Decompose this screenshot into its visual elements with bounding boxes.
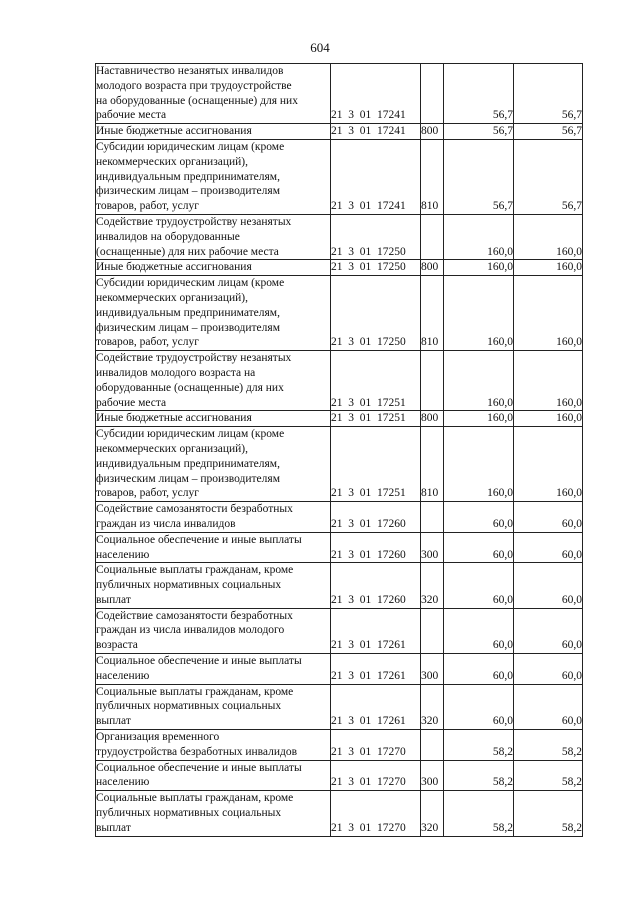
row-name-line: Субсидии юридическим лицам (кроме [96,428,285,441]
row-expense-type: 300 [421,654,444,685]
row-name-line: населению [96,776,150,789]
table-row [96,684,583,729]
row-name-line: Субсидии юридическим лицам (кроме [96,277,285,290]
row-code: 21 3 01 17270 [331,730,421,761]
row-amount-year-2: 56,7 [514,124,583,140]
row-expense-type [421,64,444,124]
row-name-line: товаров, работ, услуг [96,200,199,213]
row-amount-year-1: 60,0 [444,654,514,685]
row-code: 21 3 01 17270 [331,791,421,836]
row-name-line: молодого возраста при трудоустройстве [96,79,292,92]
row-name-line: Социальное обеспечение и иные выплаты [96,761,302,774]
row-expense-type: 320 [421,684,444,729]
row-expense-type: 320 [421,563,444,608]
row-name-line: Организация временного [96,731,220,744]
row-name-line: Социальные выплаты гражданам, кроме [96,792,294,805]
row-amount-year-1: 160,0 [444,260,514,276]
row-name [96,654,331,685]
row-expense-type [421,214,444,259]
row-code: 21 3 01 17250 [331,260,421,276]
row-amount-year-1: 60,0 [444,684,514,729]
row-amount-year-2: 56,7 [514,64,583,124]
row-expense-type [421,502,444,533]
row-amount-year-2: 160,0 [514,260,583,276]
row-name-line: выплат [96,821,131,834]
row-name-line: рабочие места [96,109,167,122]
row-name [96,608,331,653]
row-expense-type: 810 [421,139,444,214]
row-expense-type: 300 [421,532,444,563]
row-name-line: индивидуальным предпринимателям, [96,457,280,470]
row-code: 21 3 01 17250 [331,276,421,351]
row-name-line: индивидуальным предпринимателям, [96,306,280,319]
row-amount-year-1: 58,2 [444,730,514,761]
row-expense-type: 800 [421,124,444,140]
row-amount-year-2: 60,0 [514,608,583,653]
row-code: 21 3 01 17260 [331,532,421,563]
table-row [96,427,583,502]
row-expense-type: 800 [421,260,444,276]
table-row [96,64,583,124]
row-amount-year-1: 60,0 [444,563,514,608]
row-code: 21 3 01 17241 [331,124,421,140]
row-name-line: оборудованные (оснащенные) для них [96,381,284,394]
row-name-line: Социальные выплаты гражданам, кроме [96,685,294,698]
row-name [96,502,331,533]
row-amount-year-2: 160,0 [514,427,583,502]
table-row [96,260,583,276]
row-name [96,260,331,276]
row-name-line: инвалидов на оборудованные [96,230,240,243]
row-code: 21 3 01 17250 [331,214,421,259]
table-row [96,276,583,351]
row-amount-year-1: 160,0 [444,214,514,259]
row-amount-year-2: 60,0 [514,532,583,563]
table-row [96,791,583,836]
row-name-line: трудоустройства безработных инвалидов [96,745,298,758]
row-name [96,214,331,259]
row-amount-year-2: 160,0 [514,351,583,411]
row-expense-type [421,351,444,411]
budget-table [95,63,583,837]
row-name-line: выплат [96,593,131,606]
row-name [96,124,331,140]
row-name-line: некоммерческих организаций), [96,291,249,304]
row-name-line: Иные бюджетные ассигнования [96,412,252,425]
row-name-line: (оснащенные) для них рабочие места [96,245,279,258]
row-amount-year-2: 60,0 [514,654,583,685]
row-name-line: рабочие места [96,396,167,409]
row-amount-year-2: 60,0 [514,684,583,729]
row-amount-year-1: 56,7 [444,139,514,214]
row-amount-year-2: 58,2 [514,730,583,761]
row-name-line: публичных нормативных социальных [96,807,282,820]
row-amount-year-2: 60,0 [514,502,583,533]
table-row [96,760,583,791]
page-number: 604 [310,40,330,55]
row-code: 21 3 01 17270 [331,760,421,791]
row-name-line: граждан из числа инвалидов [96,517,236,530]
row-code: 21 3 01 17260 [331,563,421,608]
row-code: 21 3 01 17251 [331,427,421,502]
row-amount-year-1: 56,7 [444,64,514,124]
table-row [96,411,583,427]
row-code: 21 3 01 17260 [331,502,421,533]
table-row [96,139,583,214]
row-expense-type: 800 [421,411,444,427]
row-expense-type: 300 [421,760,444,791]
row-code: 21 3 01 17261 [331,684,421,729]
row-expense-type: 320 [421,791,444,836]
row-code: 21 3 01 17241 [331,139,421,214]
row-amount-year-2: 60,0 [514,563,583,608]
row-name [96,427,331,502]
row-code: 21 3 01 17251 [331,351,421,411]
table-row [96,532,583,563]
row-code: 21 3 01 17251 [331,411,421,427]
row-name [96,139,331,214]
row-name-line: населению [96,669,150,682]
row-amount-year-1: 60,0 [444,608,514,653]
table-row [96,214,583,259]
row-amount-year-2: 58,2 [514,760,583,791]
table-row [96,502,583,533]
table-row [96,563,583,608]
row-expense-type [421,730,444,761]
row-amount-year-1: 160,0 [444,276,514,351]
row-name-line: физическим лицам – производителям [96,185,280,198]
row-name-line: возраста [96,639,138,652]
row-name-line: Социальное обеспечение и иные выплаты [96,533,302,546]
row-amount-year-1: 56,7 [444,124,514,140]
row-name-line: инвалидов молодого возраста на [96,366,256,379]
table-row [96,124,583,140]
row-amount-year-2: 160,0 [514,214,583,259]
row-name-line: некоммерческих организаций), [96,155,249,168]
table-row [96,654,583,685]
table-row [96,351,583,411]
row-name-line: индивидуальным предпринимателям, [96,170,280,183]
row-name-line: выплат [96,715,131,728]
row-name [96,684,331,729]
row-expense-type: 810 [421,276,444,351]
row-name [96,351,331,411]
row-name [96,730,331,761]
row-name [96,563,331,608]
row-amount-year-1: 60,0 [444,532,514,563]
table-row [96,608,583,653]
row-name-line: Наставничество незанятых инвалидов [96,65,284,77]
row-name [96,411,331,427]
budget-table-body [96,64,583,837]
row-amount-year-2: 56,7 [514,139,583,214]
row-name-line: Содействие трудоустройству незанятых [96,215,292,228]
row-amount-year-1: 160,0 [444,427,514,502]
row-amount-year-1: 58,2 [444,791,514,836]
row-expense-type [421,608,444,653]
row-name-line: Социальное обеспечение и иные выплаты [96,655,302,668]
row-name-line: некоммерческих организаций), [96,442,249,455]
row-expense-type: 810 [421,427,444,502]
row-name-line: Иные бюджетные ассигнования [96,261,252,274]
row-name [96,532,331,563]
row-name-line: населению [96,548,150,561]
row-name-line: товаров, работ, услуг [96,336,199,349]
row-name-line: физическим лицам – производителям [96,321,280,334]
row-amount-year-2: 160,0 [514,411,583,427]
row-code: 21 3 01 17261 [331,608,421,653]
row-name-line: публичных нормативных социальных [96,700,282,713]
row-code: 21 3 01 17261 [331,654,421,685]
table-row [96,730,583,761]
row-name-line: публичных нормативных социальных [96,579,282,592]
row-name-line: Субсидии юридическим лицам (кроме [96,140,285,153]
row-name-line: товаров, работ, услуг [96,487,199,500]
row-name-line: Содействие самозанятости безработных [96,503,293,516]
row-name-line: физическим лицам – производителям [96,472,280,485]
row-name-line: Иные бюджетные ассигнования [96,125,252,138]
row-amount-year-2: 58,2 [514,791,583,836]
row-name [96,791,331,836]
row-amount-year-1: 160,0 [444,351,514,411]
row-amount-year-2: 160,0 [514,276,583,351]
row-name-line: Содействие трудоустройству незанятых [96,352,292,365]
row-name [96,64,331,124]
row-name [96,760,331,791]
row-amount-year-1: 160,0 [444,411,514,427]
row-name-line: на оборудованные (оснащенные) для них [96,94,298,107]
row-name [96,276,331,351]
row-amount-year-1: 58,2 [444,760,514,791]
row-code: 21 3 01 17241 [331,64,421,124]
row-name-line: Социальные выплаты гражданам, кроме [96,564,294,577]
row-amount-year-1: 60,0 [444,502,514,533]
row-name-line: граждан из числа инвалидов молодого [96,624,285,637]
row-name-line: Содействие самозанятости безработных [96,609,293,622]
